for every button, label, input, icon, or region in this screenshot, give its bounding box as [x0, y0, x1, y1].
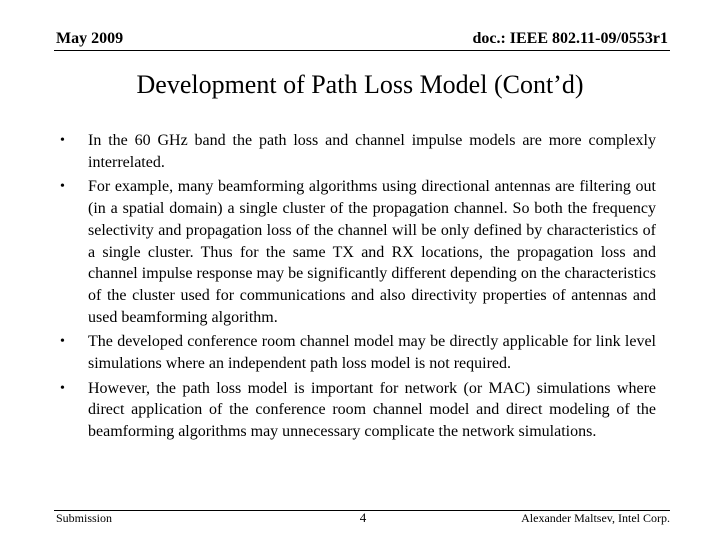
- header-doc-id: doc.: IEEE 802.11-09/0553r1: [472, 30, 668, 47]
- bullet-text: The developed conference room channel model may be directly applicable for link level simulations where an independent path loss model is not required.: [88, 333, 656, 373]
- footer-author: Alexander Maltsev, Intel Corp.: [521, 511, 670, 525]
- bullet-marker: •: [60, 334, 65, 350]
- bullet-item: [60, 130, 656, 173]
- bullet-item: [60, 331, 656, 374]
- header-date: May 2009: [56, 30, 124, 47]
- bullet-item: [60, 378, 656, 443]
- bullet-marker: •: [60, 179, 65, 195]
- header-divider: [54, 50, 670, 51]
- bullet-marker: •: [60, 380, 65, 396]
- bullet-item: [60, 176, 656, 328]
- slide-title: Development of Path Loss Model (Cont’d): [136, 70, 584, 99]
- bullet-text: For example, many beamforming algorithms using directional antennas are filtering out (in a spatial domain) a single cluster of the propagation channel. So both the frequency selectivity and propagation loss of the channel will be only defined by characteristics of a single cluster. Thus for the same TX and RX locations, the propagation loss and channel impulse response may be significantly different depending on the characteristics of the cluster used for communications and also directivity properties of antennas and used beamforming algorithm.: [88, 178, 656, 326]
- bullet-marker: •: [60, 133, 65, 148]
- bullet-text: In the 60 GHz band the path loss and channel impulse models are more complexly interrelated.: [88, 132, 656, 171]
- bullet-list: [60, 130, 656, 443]
- footer-page-number: 4: [359, 510, 367, 525]
- bullet-text: However, the path loss model is important for network (or MAC) simulations where direct application of the conference room channel model and direct modeling of the beamforming algorithms may unnecessary complicate the network simulations.: [88, 379, 656, 441]
- footer-submission: Submission: [56, 511, 113, 525]
